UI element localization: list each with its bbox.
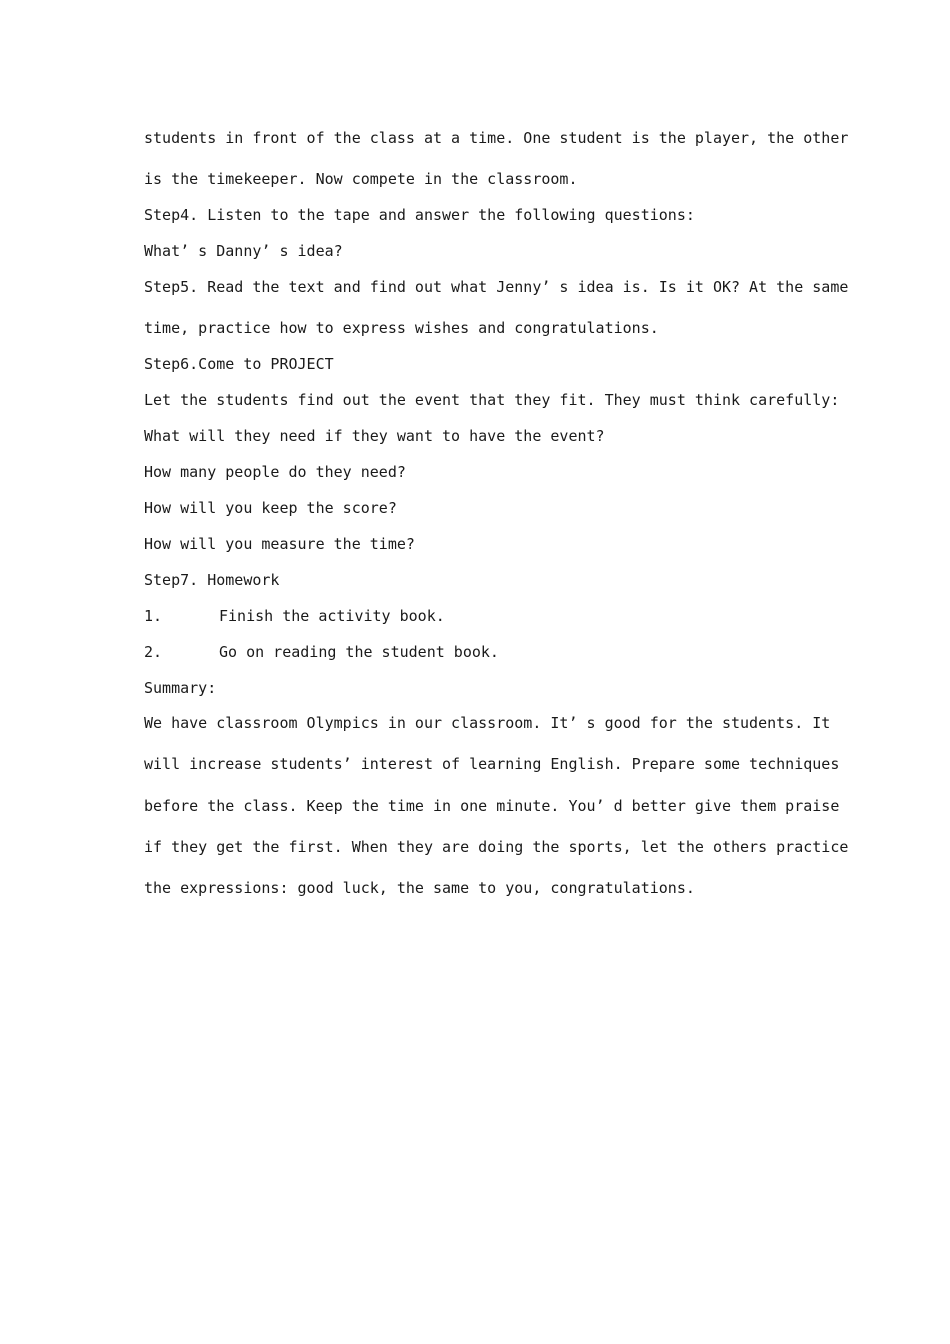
summary-line: will increase students’ interest of learning English. Prepare some techniques (144, 755, 840, 773)
question-time: How will you measure the time? (144, 535, 415, 553)
question-people: How many people do they need? (144, 463, 406, 481)
list-number: 1. (144, 607, 163, 625)
list-number: 2. (144, 643, 163, 661)
summary-line: before the class. Keep the time in one minute. You’ d better give them praise (144, 797, 840, 815)
step7-heading: Step7. Homework (144, 571, 280, 589)
summary-line: We have classroom Olympics in our classroom. It’ s good for the students. It (144, 714, 831, 732)
question-score: How will you keep the score? (144, 499, 397, 517)
step4-heading: Step4. Listen to the tape and answer the following questions: (144, 206, 695, 224)
homework-item-2 (144, 642, 806, 662)
step5-line: Step5. Read the text and find out what Jenny’ s idea is. Is it OK? At the same (144, 278, 849, 296)
question-need: What will they need if they want to have the event? (144, 427, 605, 445)
summary-line: if they get the first. When they are doing the sports, let the others practice (144, 838, 849, 856)
summary-label: Summary: (144, 679, 217, 697)
step5-line: time, practice how to express wishes and congratulations. (144, 319, 659, 337)
project-intro: Let the students find out the event that they fit. They must think carefully: (144, 391, 840, 409)
summary-line: the expressions: good luck, the same to you, congratulations. (144, 879, 695, 897)
list-item-text: Go on reading the student book. (219, 643, 499, 661)
lesson-text-line: students in front of the class at a time. One student is the player, the other (144, 129, 849, 147)
homework-item-1 (144, 606, 806, 626)
question-danny: What’ s Danny’ s idea? (144, 242, 343, 260)
lesson-text-line: is the timekeeper. Now compete in the classroom. (144, 170, 578, 188)
step6-heading: Step6.Come to PROJECT (144, 355, 334, 373)
list-item-text: Finish the activity book. (219, 607, 445, 625)
